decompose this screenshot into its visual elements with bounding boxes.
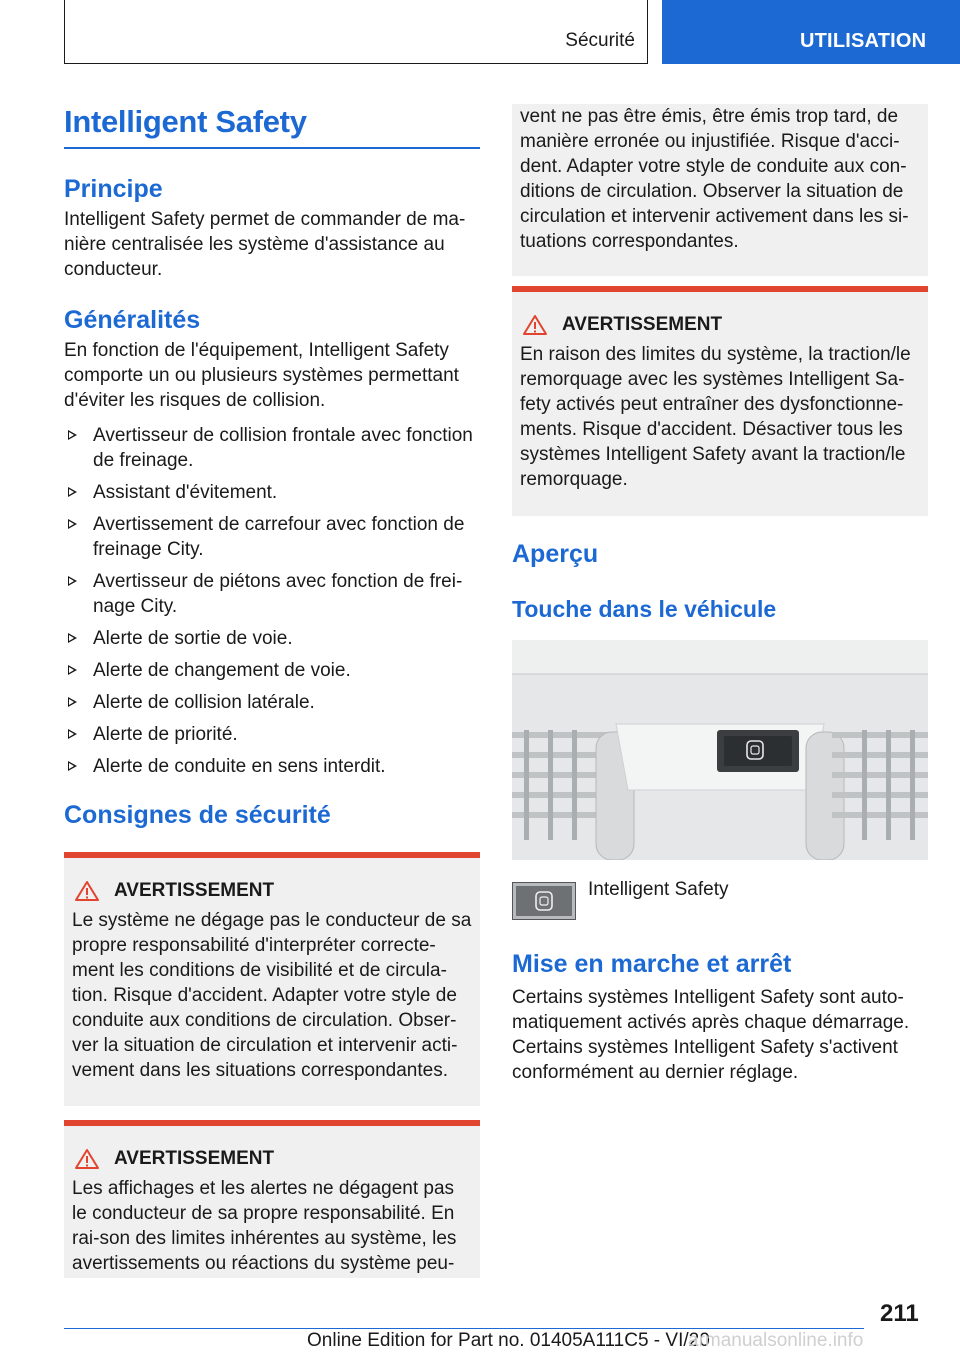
heading-consignes: Consignes de sécurité xyxy=(64,801,331,829)
edition-note: Online Edition for Part no. 01405A111C5 - VI/20 xyxy=(307,1330,710,1351)
heading-apercu: Aperçu xyxy=(512,540,599,568)
list-item: Alerte de sortie de voie. xyxy=(64,626,480,651)
systems-list xyxy=(64,423,480,779)
page-number: 211 xyxy=(880,1300,919,1327)
warning-box xyxy=(64,1120,480,1278)
list-item: Alerte de collision latérale. xyxy=(64,690,480,715)
triangle-bullet-icon xyxy=(68,729,77,739)
warning-bar xyxy=(64,1120,480,1126)
warning-text: Le système ne dégage pas le conducteur de sa propre responsabilité d'interpréter correcte-ment les conditions de visibilité et de circula-tion. Risque d'accident. Adapter votre style de conduite aux conditions de circulation. Obser-ver la situation de circulation et intervenir acti-vement dans les situations correspondantes. xyxy=(72,910,472,1081)
list-item: Alerte de changement de voie. xyxy=(64,658,480,683)
generalites-text: En fonction de l'équipement, Intelligent Safety comporte un ou plusieurs systèmes permettant d'éviter les risques de collision. xyxy=(64,340,459,411)
warning-box xyxy=(512,286,928,516)
page-title: Intelligent Safety xyxy=(64,104,307,139)
footer-rule xyxy=(64,1328,864,1329)
triangle-bullet-icon xyxy=(68,633,77,643)
marche-text: Certains systèmes Intelligent Safety sont auto-matiquement activés après chaque démarrage. Certains systèmes Intelligent Safety s'activent conformément au dernier réglage. xyxy=(512,987,910,1083)
intelligent-safety-button-icon xyxy=(512,882,576,920)
warning-box xyxy=(64,852,480,1106)
section-title: Sécurité xyxy=(565,30,635,51)
triangle-bullet-icon xyxy=(68,665,77,675)
warning-text: En raison des limites du système, la traction/le remorquage avec les systèmes Intelligent Sa-fety activés peut entraîner des dysfonctionne-ments. Risque d'accident. Désactiver tous les systèmes Intelligent Safety avant la traction/le remorquage. xyxy=(520,344,911,490)
warning-text: Les affichages et les alertes ne dégagent pas le conducteur de sa propre responsabilité. En rai-son des limites inhérentes au système, les avertissements ou réactions du système peu- xyxy=(72,1178,457,1274)
heading-marche: Mise en marche et arrêt xyxy=(512,950,792,978)
triangle-bullet-icon xyxy=(68,430,77,440)
warning-bar xyxy=(512,286,928,292)
list-item: Avertisseur de collision frontale avec fonction de freinage. xyxy=(64,423,480,473)
list-item: Avertissement de carrefour avec fonction de freinage City. xyxy=(64,512,480,562)
warning-label: AVERTISSEMENT xyxy=(114,1148,275,1169)
list-item: Alerte de conduite en sens interdit. xyxy=(64,754,480,779)
warning-triangle-icon xyxy=(74,880,100,902)
warning-label: AVERTISSEMENT xyxy=(562,314,723,335)
triangle-bullet-icon xyxy=(68,697,77,707)
warning-label: AVERTISSEMENT xyxy=(114,880,275,901)
warning-text: vent ne pas être émis, être émis trop tard, de manière erronée ou injustifiée. Risque d'acci-dent. Adapter votre style de conduite aux con-ditions de circulation. Observer la situation de circulation et intervenir activement dans les si-tuations correspondantes. xyxy=(520,106,909,252)
watermark: armanualsonline.info xyxy=(688,1330,864,1351)
heading-touche: Touche dans le véhicule xyxy=(512,596,777,622)
warning-triangle-icon xyxy=(74,1148,100,1170)
triangle-bullet-icon xyxy=(68,487,77,497)
list-item: Avertisseur de piétons avec fonction de frei-nage City. xyxy=(64,569,480,619)
list-item: Alerte de priorité. xyxy=(64,722,480,747)
title-rule xyxy=(64,147,480,149)
warning-triangle-icon xyxy=(522,314,548,336)
heading-generalites: Généralités xyxy=(64,306,201,334)
chapter-tab[interactable]: UTILISATION xyxy=(662,0,960,64)
triangle-bullet-icon xyxy=(68,761,77,771)
triangle-bullet-icon xyxy=(68,576,77,586)
list-item: Assistant d'évitement. xyxy=(64,480,480,505)
triangle-bullet-icon xyxy=(68,519,77,529)
heading-principe: Principe xyxy=(64,175,163,203)
principe-text: Intelligent Safety permet de commander de ma-nière centralisée les système d'assistance au conducteur. xyxy=(64,209,466,280)
header-frame xyxy=(64,0,648,64)
vehicle-button-photo xyxy=(512,640,928,860)
warning-box-continued xyxy=(512,104,928,276)
icon-caption: Intelligent Safety xyxy=(588,879,729,900)
warning-bar xyxy=(64,852,480,858)
